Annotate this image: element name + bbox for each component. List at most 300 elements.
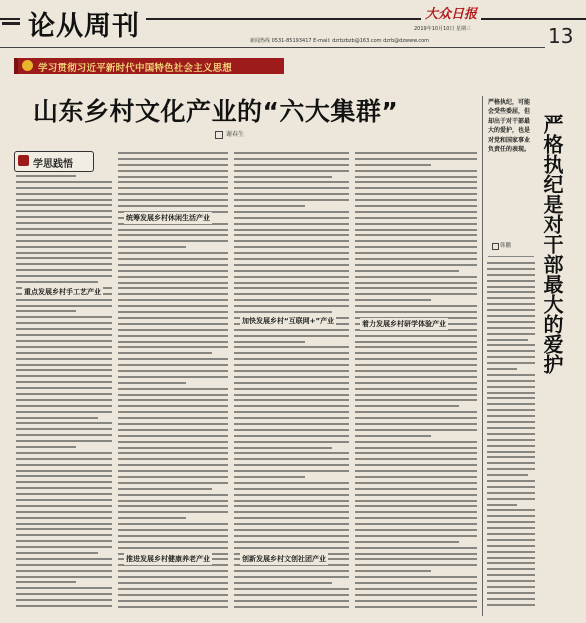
body-text-line [487, 362, 535, 364]
body-text-line [118, 529, 228, 531]
body-text-line [487, 368, 517, 370]
body-text-line [118, 352, 212, 354]
body-text-line [487, 545, 535, 547]
body-text-line [234, 523, 349, 525]
body-text-line [16, 381, 112, 383]
body-text-line [118, 523, 228, 525]
body-text-line [118, 276, 228, 278]
body-text-line [355, 152, 477, 154]
body-text-line [355, 293, 477, 295]
body-text-line [355, 553, 477, 555]
subhead-health-care: 推进发展乡村健康养老产业 [126, 555, 210, 563]
body-text-line [118, 505, 228, 507]
body-text-line [16, 199, 112, 201]
body-text-line [234, 170, 349, 172]
commentary-body [487, 262, 535, 615]
body-text-line [355, 529, 477, 531]
body-text-line [234, 447, 332, 449]
body-text-line [118, 158, 228, 160]
body-text-line [118, 240, 228, 242]
body-text-line [118, 164, 228, 166]
body-text-line [16, 175, 76, 177]
body-text-line [355, 311, 477, 313]
body-text-line [355, 364, 477, 366]
body-text-line [355, 417, 477, 419]
body-text-line [118, 323, 228, 325]
body-text-line [355, 187, 477, 189]
body-text-line [234, 176, 332, 178]
subhead-leisure: 统筹发展乡村休闲生活产业 [126, 214, 210, 222]
body-text-line [355, 352, 477, 354]
body-text-line [118, 417, 228, 419]
body-text-line [234, 223, 349, 225]
body-text-line [487, 474, 528, 476]
body-text-line [234, 576, 349, 578]
body-text-line [118, 282, 228, 284]
body-text-line [16, 523, 112, 525]
body-text-line [234, 423, 349, 425]
column-badge [14, 151, 94, 172]
body-text-line [355, 582, 477, 584]
body-text-line [355, 488, 477, 490]
body-text-line [487, 580, 535, 582]
body-text-line [16, 204, 112, 206]
body-text-line [355, 205, 477, 207]
body-text-line [118, 176, 228, 178]
body-text-line [355, 335, 477, 337]
body-text-line [355, 181, 477, 183]
body-text-line [16, 305, 112, 307]
body-text-line [234, 311, 332, 313]
body-text-line [355, 588, 477, 590]
body-text-line [355, 435, 431, 437]
body-text-line [118, 535, 228, 537]
body-text-line [16, 540, 112, 542]
body-text-line [118, 470, 228, 472]
body-text-line [234, 358, 349, 360]
body-text-line [234, 329, 349, 331]
body-text-line [234, 476, 305, 478]
body-text-line [355, 264, 477, 266]
body-text-line [355, 164, 431, 166]
body-text-line [355, 376, 477, 378]
body-text-line [16, 487, 112, 489]
body-text-line [118, 458, 228, 460]
body-text-line [16, 505, 112, 507]
body-text-line [355, 158, 477, 160]
body-text-line [118, 594, 228, 596]
body-text-line [118, 429, 228, 431]
body-text-line [355, 258, 477, 260]
body-text-line [355, 594, 477, 596]
body-text-line [487, 280, 535, 282]
body-text-line [16, 393, 112, 395]
body-text-line [487, 527, 535, 529]
body-text-line [118, 258, 228, 260]
body-text-line [16, 428, 112, 430]
body-text-line [234, 405, 349, 407]
body-text-line [16, 346, 112, 348]
body-text-line [118, 582, 228, 584]
body-text-line [118, 576, 228, 578]
body-text-line [234, 217, 349, 219]
body-text-line [234, 282, 349, 284]
body-text-line [487, 344, 535, 346]
body-text-line [16, 434, 112, 436]
body-text-line [118, 205, 228, 207]
body-text-line [16, 257, 112, 259]
body-text-line [487, 509, 535, 511]
body-text-line [355, 564, 477, 566]
body-text-line [487, 521, 535, 523]
body-text-line [16, 228, 112, 230]
commentary-rule [488, 256, 534, 257]
body-text-line [118, 500, 228, 502]
body-text-line [234, 234, 349, 236]
body-text-line [16, 511, 112, 513]
body-text-line [118, 441, 228, 443]
body-text-line [355, 246, 477, 248]
body-text-line [355, 276, 477, 278]
body-text-line [234, 458, 349, 460]
body-text-line [487, 374, 535, 376]
body-text-line [16, 334, 112, 336]
body-text-line [16, 187, 112, 189]
body-text-line [355, 287, 477, 289]
body-text-line [234, 582, 332, 584]
body-text-line [234, 335, 349, 337]
body-text-line [118, 547, 228, 549]
body-text-line [234, 346, 349, 348]
body-text-line [234, 417, 349, 419]
body-text-line [118, 494, 228, 496]
body-text-line [355, 211, 477, 213]
body-text-line [234, 240, 349, 242]
article-headline: 山东乡村文化产业的“六大集群” [33, 97, 399, 126]
body-text-line [118, 488, 212, 490]
body-text-line [118, 358, 228, 360]
body-text-line [16, 470, 112, 472]
body-text-line [118, 570, 228, 572]
body-text-line [118, 388, 228, 390]
body-text-line [234, 264, 349, 266]
body-text-line [16, 322, 112, 324]
body-text-line [16, 375, 112, 377]
page-number: 13 [548, 24, 574, 48]
body-text-line [487, 456, 535, 458]
body-text-line [355, 535, 477, 537]
body-text-line [234, 276, 349, 278]
body-text-line [118, 246, 186, 248]
body-text-line [118, 287, 228, 289]
body-text-line [234, 341, 305, 343]
body-text-line [355, 476, 477, 478]
commentary-author-marker-icon [492, 243, 499, 250]
body-text-line [118, 264, 228, 266]
body-text-line [487, 433, 535, 435]
body-text-line [16, 328, 112, 330]
body-text-line [118, 476, 228, 478]
body-text-line [487, 421, 535, 423]
body-text-line [118, 435, 228, 437]
body-text-line [234, 158, 349, 160]
body-text-line [16, 316, 112, 318]
body-text-line [16, 446, 76, 448]
column-badge-label: 学思践悟 [33, 159, 73, 170]
body-text-line [16, 181, 112, 183]
body-text-line [487, 598, 535, 600]
body-text-line [16, 252, 112, 254]
body-text-line [487, 586, 535, 588]
article-column-4 [355, 152, 477, 615]
body-text-line [487, 333, 535, 335]
body-text-line [487, 427, 535, 429]
body-text-line [487, 286, 535, 288]
body-text-line [16, 558, 112, 560]
body-text-line [355, 199, 477, 201]
body-text-line [355, 441, 477, 443]
body-text-line [234, 352, 349, 354]
party-emblem-icon [22, 60, 33, 71]
body-text-line [16, 581, 76, 583]
body-text-line [16, 464, 112, 466]
body-text-line [234, 376, 349, 378]
body-text-line [16, 387, 112, 389]
subhead-handicraft: 重点发展乡村手工艺产业 [24, 288, 101, 296]
body-text-line [16, 517, 112, 519]
body-text-line [234, 287, 349, 289]
body-text-line [234, 299, 349, 301]
subhead-cultural-creative: 创新发展乡村文创社团产业 [242, 555, 326, 563]
article-byline: 谢春生 [226, 131, 245, 138]
body-text-line [16, 405, 112, 407]
body-text-line [487, 515, 535, 517]
body-text-line [118, 511, 228, 513]
body-text-line [16, 493, 112, 495]
body-text-line [355, 470, 477, 472]
body-text-line [234, 193, 349, 195]
body-text-line [487, 539, 535, 541]
body-text-line [234, 211, 349, 213]
body-text-line [118, 541, 228, 543]
body-text-line [487, 468, 535, 470]
body-text-line [16, 369, 112, 371]
body-text-line [234, 588, 349, 590]
body-text-line [16, 246, 112, 248]
body-text-line [118, 411, 228, 413]
body-text-line [355, 447, 477, 449]
body-text-line [234, 606, 349, 608]
body-text-line [118, 329, 228, 331]
body-text-line [355, 346, 477, 348]
masthead-bottom-rule [0, 47, 545, 48]
body-text-line [234, 570, 349, 572]
body-text-line [234, 229, 349, 231]
body-text-line [234, 305, 349, 307]
body-text-line [234, 482, 349, 484]
commentary-author: 韩鹏 [500, 243, 512, 249]
body-text-line [234, 152, 349, 154]
body-text-line [16, 475, 112, 477]
body-text-line [355, 576, 477, 578]
body-text-line [118, 364, 228, 366]
body-text-line [487, 480, 535, 482]
body-text-line [487, 380, 535, 382]
body-text-line [16, 440, 112, 442]
body-text-line [355, 458, 477, 460]
body-text-line [118, 423, 228, 425]
body-text-line [355, 234, 477, 236]
body-text-line [487, 274, 535, 276]
body-text-line [487, 386, 535, 388]
article-column-3 [234, 152, 349, 615]
body-text-line [355, 452, 477, 454]
body-text-line [487, 451, 535, 453]
body-text-line [234, 464, 349, 466]
body-text-line [234, 394, 349, 396]
body-text-line [16, 452, 112, 454]
body-text-line [118, 588, 228, 590]
article-column-1 [16, 175, 112, 615]
body-text-line [355, 464, 477, 466]
body-text-line [16, 364, 112, 366]
body-text-line [355, 240, 477, 242]
body-text-line [16, 281, 98, 283]
body-text-line [355, 305, 477, 307]
body-text-line [118, 181, 228, 183]
body-text-line [118, 187, 228, 189]
section-title: 论从周刊 [20, 4, 146, 43]
body-text-line [234, 500, 349, 502]
body-text-line [487, 309, 535, 311]
body-text-line [118, 193, 228, 195]
body-text-line [487, 415, 535, 417]
body-text-line [487, 397, 535, 399]
body-text-line [487, 321, 535, 323]
body-text-line [355, 523, 477, 525]
body-text-line [487, 356, 535, 358]
body-text-line [16, 240, 112, 242]
body-text-line [487, 303, 535, 305]
body-text-line [234, 517, 349, 519]
body-text-line [355, 193, 477, 195]
body-text-line [355, 229, 477, 231]
body-text-line [487, 392, 535, 394]
body-text-line [118, 606, 228, 608]
body-text-line [16, 358, 112, 360]
section-dash [2, 22, 20, 25]
body-text-line [234, 364, 349, 366]
body-text-line [355, 423, 477, 425]
body-text-line [234, 435, 349, 437]
body-text-line [355, 600, 477, 602]
body-text-line [16, 263, 112, 265]
body-text-line [234, 199, 349, 201]
theme-banner [14, 58, 284, 74]
body-text-line [234, 494, 349, 496]
body-text-line [118, 399, 228, 401]
banner-text: 学习贯彻习近平新时代中国特色社会主义思想 [38, 63, 233, 74]
body-text-line [355, 405, 459, 407]
body-text-line [118, 305, 228, 307]
body-text-line [487, 439, 535, 441]
body-text-line [16, 564, 112, 566]
body-text-line [118, 317, 228, 319]
body-text-line [487, 574, 535, 576]
body-text-line [355, 217, 477, 219]
body-text-line [118, 394, 228, 396]
body-text-line [16, 352, 112, 354]
body-text-line [355, 223, 477, 225]
body-text-line [16, 481, 112, 483]
body-text-line [16, 269, 112, 271]
body-text-line [118, 293, 228, 295]
body-text-line [234, 205, 305, 207]
body-text-line [118, 335, 228, 337]
body-text-line [118, 170, 228, 172]
body-text-line [487, 327, 535, 329]
commentary-title: 严格执纪是对干部最大的爱护 [540, 114, 564, 374]
body-text-line [118, 405, 228, 407]
body-text-line [487, 291, 535, 293]
body-text-line [487, 297, 535, 299]
body-text-line [118, 346, 228, 348]
body-text-line [355, 411, 477, 413]
body-text-line [355, 558, 477, 560]
body-text-line [118, 234, 228, 236]
body-text-line [355, 482, 477, 484]
body-text-line [355, 517, 477, 519]
body-text-line [16, 576, 112, 578]
body-text-line [355, 541, 459, 543]
body-text-line [118, 229, 228, 231]
byline-marker-icon [215, 131, 223, 139]
body-text-line [355, 252, 477, 254]
body-text-line [118, 299, 228, 301]
body-text-line [16, 534, 112, 536]
body-text-line [118, 452, 228, 454]
subhead-internet: 加快发展乡村“互联网+”产业 [242, 317, 335, 325]
body-text-line [234, 187, 349, 189]
body-text-line [16, 593, 112, 595]
body-text-line [16, 605, 112, 607]
body-text-line [355, 341, 477, 343]
body-text-line [355, 547, 477, 549]
body-text-line [234, 541, 349, 543]
body-text-line [355, 494, 477, 496]
body-text-line [118, 447, 228, 449]
body-text-line [487, 462, 535, 464]
column-badge-icon [18, 155, 29, 166]
body-text-line [118, 311, 228, 313]
body-text-line [16, 546, 112, 548]
body-text-line [234, 164, 349, 166]
body-text-line [16, 340, 112, 342]
body-text-line [16, 310, 76, 312]
body-text-line [234, 600, 349, 602]
body-text-line [234, 370, 349, 372]
body-text-line [234, 411, 349, 413]
body-text-line [118, 341, 228, 343]
body-text-line [355, 394, 477, 396]
body-text-line [118, 376, 228, 378]
body-text-line [234, 246, 349, 248]
body-text-line [355, 388, 477, 390]
body-text-line [487, 551, 535, 553]
body-text-line [487, 533, 535, 535]
body-text-line [355, 429, 477, 431]
body-text-line [487, 350, 535, 352]
